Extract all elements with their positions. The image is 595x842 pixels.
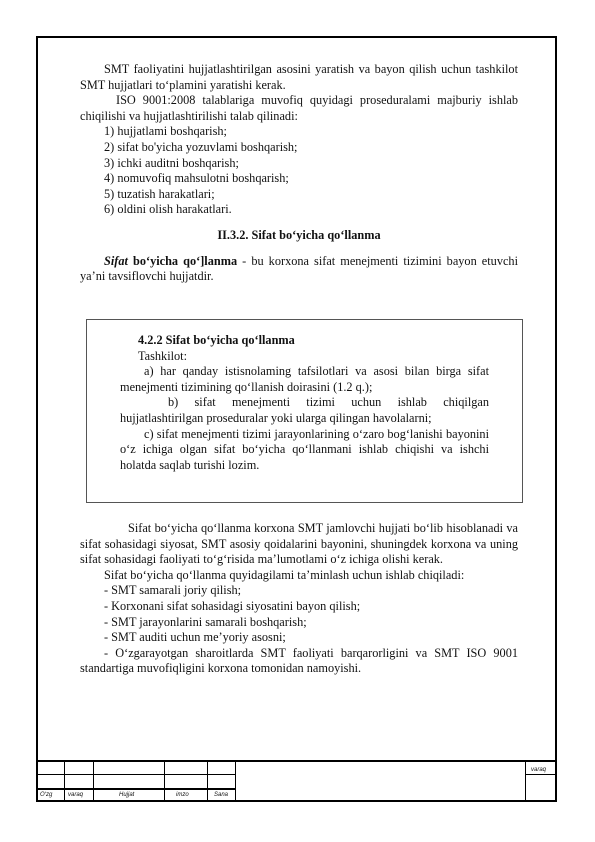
title-block bbox=[36, 760, 557, 802]
label-sana: Sana bbox=[214, 792, 229, 798]
main-content-lower bbox=[80, 521, 518, 677]
label-ozg: O‘zg bbox=[40, 792, 53, 798]
main-content bbox=[80, 62, 518, 285]
list-item: 5) tuzatish harakatlari; bbox=[104, 186, 215, 201]
definition-text: - bu korxona sifat menejmenti tizimini bayon etuvchi ya’ni tavsiflovchi hujjatdir. bbox=[80, 253, 518, 284]
box-title: 4.2.2 Sifat bo‘yicha qo‘llanma bbox=[138, 333, 295, 347]
quote-box-content bbox=[120, 333, 489, 473]
list-item: 2) sifat bo'yicha yozuvlami boshqarish; bbox=[104, 139, 298, 154]
paragraph-intro: SMT faoliyatini hujjatlashtirilgan asosini yaratish va bayon qilish uchun tashkilot SMT hujjatlari to‘plamini yaratishi kerak. bbox=[80, 62, 518, 92]
list-item: - SMT auditi uchun me’yoriy asosni; bbox=[104, 630, 286, 645]
list-item: - Korxonani sifat sohasidagi siyosatini bayon qilish; bbox=[104, 598, 361, 613]
list-item: 6) oldini olish harakatlari. bbox=[104, 202, 232, 217]
label-imzo: imzo bbox=[176, 792, 189, 798]
box-item-b: b) sifat menejmenti tizimi uchun ishlab chiqilgan hujjatlashtirilgan proseduralar yoki ularga qilingan havolalarni; bbox=[120, 395, 489, 425]
list-item: 1) hujjatlami boshqarish; bbox=[104, 124, 227, 139]
paragraph-summary: Sifat bo‘yicha qo‘llanma korxona SMT jamlovchi hujjati bo‘lib hisoblanadi va sifat sohasidagi siyosat, SMT asosiy qoidalarini bayonini, shuningdek korxona va uning sifat sohasidagi faoliyati to‘g‘risida ma’lumotlami o‘z ichiga olishi kerak. bbox=[80, 521, 518, 567]
label-page: varaq bbox=[531, 767, 547, 773]
list-item: - SMT jarayonlarini samarali boshqarish; bbox=[104, 614, 307, 629]
list-item: 3) ichki auditni boshqarish; bbox=[104, 155, 239, 170]
box-item-c: c) sifat menejmenti tizimi jarayonlarining o‘zaro bog‘lanishi bayonini o‘z ichiga olgan sifat bo‘yicha qo‘llanmani ishlab chiqishi va ishchi holatda saqlab turishi lozim. bbox=[120, 426, 489, 472]
section-heading: II.3.2. Sifat bo‘yicha qo‘llanma bbox=[217, 227, 381, 242]
paragraph-definition bbox=[80, 254, 518, 285]
list-item: - O‘zgarayotgan sharoitlarda SMT faoliyati barqarorligini va SMT ISO 9001 standartiga muvofiqligini korxona tomonidan namoyishi. bbox=[80, 645, 518, 676]
title-block-line bbox=[526, 774, 557, 775]
paragraph-iso: ISO 9001:2008 talablariga muvofiq quyidagi proseduralami majburiy ishlab chiqilishi va hujjatlashtirilishi talab qilinadi: bbox=[80, 93, 518, 123]
label-hujjat: Hujjat bbox=[119, 792, 135, 798]
box-item-a: a) har qanday istisnolaming tafsilotlari va asosi bilan birga sifat menejmenti tizimining qo‘llanish doirasini (1.2 q.); bbox=[120, 364, 489, 394]
paragraph-purpose: Sifat bo‘yicha qo‘llanma quyidagilami ta’minlash uchun ishlab chiqiladi: bbox=[104, 567, 465, 582]
box-subtitle: Tashkilot: bbox=[138, 348, 188, 363]
definition-term-bold: bo‘yicha qo‘]lanma bbox=[127, 253, 238, 268]
label-varaq: varaq bbox=[68, 792, 84, 798]
list-item: - SMT samarali joriy qilish; bbox=[104, 583, 242, 598]
list-item: 4) nomuvofiq mahsulotni boshqarish; bbox=[104, 171, 289, 186]
definition-term-italic: Sifat bbox=[104, 253, 128, 268]
title-cell-main bbox=[236, 760, 526, 802]
